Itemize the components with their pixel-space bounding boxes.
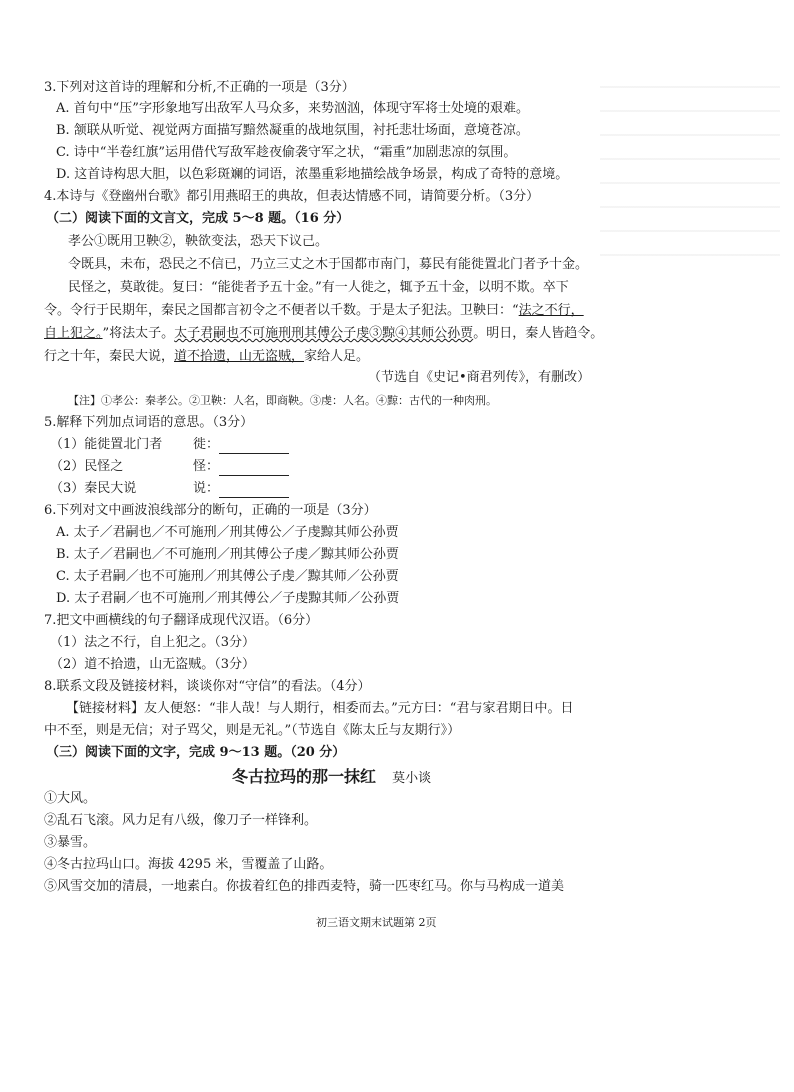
answer-blank[interactable] [219, 461, 289, 476]
article-line-3: ③暴雪。 [44, 835, 97, 850]
underlined-sentence-2: 道不拾遗，山无盗贼， [174, 349, 305, 364]
q5-item-3-word [193, 480, 289, 498]
word-label: 徙： [193, 437, 220, 452]
article-title-row [232, 766, 431, 790]
text-segment: ”将法太子。 [102, 326, 175, 341]
q3-option-c: C. 诗中“半卷红旗”运用借代写敌军趁夜偷袭守军之状，“霜重”加剧悲凉的氛围。 [56, 145, 517, 160]
classical-text-line-2: 令既具，未布，恐民之不信已，乃立三丈之木于国都市南门，募民有能徙置北门者予十金。 [68, 257, 589, 272]
q6-option-b: B. 太子／君嗣也／不可施刑／刑其傅公子虔／黥其师公孙贾 [56, 547, 399, 562]
q3-option-d: D. 这首诗构思大胆，以色彩斑斓的词语，浓墨重彩地描绘战争场景，构成了奇特的意境。 [56, 167, 569, 182]
bleed-through-mark [600, 86, 780, 276]
wavy-underlined-passage: 太子君嗣也不可施刑刑其傅公子虔③黥④其师公孙贾 [174, 326, 474, 341]
q7-sentence-2: （2）道不拾遗，山无盗贼。（3分） [50, 657, 256, 672]
q5-item-2: （2）民怪之 [50, 459, 124, 474]
q6-option-a: A. 太子／君嗣也／不可施刑／刑其傅公／子虔黥其师公孙贾 [56, 525, 399, 540]
word-label: 说： [193, 481, 220, 496]
answer-blank[interactable] [219, 439, 289, 454]
q5-item-3: （3）秦民大说 [50, 481, 137, 496]
q8-link-material-1: 【链接材料】友人便怒：“非人哉！与人期行，相委而去。”元方曰：“君与家君期日中。日 [66, 701, 574, 716]
q7-sentence-1: （1）法之不行，自上犯之。（3分） [50, 635, 256, 650]
q8-stem: 8.联系文段及链接材料，谈谈你对“守信”的看法。（4分） [44, 679, 371, 694]
section3-heading: （三）阅读下面的文字，完成 9～13 题。（20 分） [46, 745, 346, 760]
answer-blank[interactable] [219, 483, 289, 498]
section2-heading: （二）阅读下面的文言文，完成 5～8 题。（16 分） [46, 211, 350, 226]
page-footer: 初三语文期末试题第 2页 [316, 916, 437, 929]
q8-link-material-2: 中不至，则是无信；对子骂父，则是无礼。”（节选自《陈太丘与友期行》） [44, 723, 461, 738]
text-segment: 令。令行于民期年，秦民之国都言初令之不便者以千数。于是太子犯法。卫鞅曰：“ [44, 303, 519, 318]
word-label: 怪： [193, 459, 220, 474]
article-line-1: ①大风。 [44, 791, 97, 806]
article-line-2: ②乱石飞滚。风力足有八级，像刀子一样锋利。 [44, 813, 318, 828]
article-title: 冬古拉玛的那一抹红 [232, 767, 377, 786]
text-segment: 。明日，秦人皆趋令。 [473, 326, 604, 341]
article-author: 莫小谈 [392, 771, 432, 786]
q6-stem: 6.下列对文中画波浪线部分的断句，正确的一项是（3分） [44, 503, 377, 518]
q5-stem: 5.解释下列加点词语的意思。（3分） [44, 415, 254, 430]
q3-option-b: B. 颔联从听觉、视觉两方面描写黯然凝重的战地氛围，衬托悲壮场面，意境苍凉。 [56, 123, 529, 138]
q3-option-a: A. 首句中“压”字形象地写出敌军人马众多，来势汹汹，体现守军将士处境的艰难。 [56, 101, 529, 116]
q5-item-2-word [193, 458, 289, 476]
q6-option-c: C. 太子君嗣／也不可施刑／刑其傅公子虔／黥其师／公孙贾 [56, 569, 399, 584]
q4-stem: 4.本诗与《登幽州台歌》都引用燕昭王的典故，但表达情感不同，请简要分析。（3分） [44, 189, 540, 204]
text-segment: 家给人足。 [304, 349, 370, 364]
underlined-sentence-1a: 法之不行， [518, 303, 584, 318]
q7-stem: 7.把文中画横线的句子翻译成现代汉语。（6分） [44, 613, 319, 628]
article-line-5: ⑤风雪交加的清晨，一地素白。你拔着红色的排西麦特，骑一匹枣红马。你与马构成一道美 [44, 879, 565, 894]
q6-option-d: D. 太子君嗣／也不可施刑／刑其傅公／子虔黥其师／公孙贾 [56, 591, 400, 606]
classical-text-line-4 [44, 302, 584, 320]
q5-item-1-word [193, 436, 289, 454]
text-source: （节选自《史记•商君列传》，有删改） [368, 370, 591, 385]
text-segment: 行之十年，秦民大说， [44, 349, 175, 364]
article-line-4: ④冬古拉玛山口。海拔 4295 米，雪覆盖了山路。 [44, 857, 333, 872]
q5-item-1: （1）能徙置北门者 [50, 437, 163, 452]
classical-text-line-5 [44, 325, 603, 343]
footnote: 【注】①孝公：秦孝公。②卫鞅：人名，即商鞅。③虔：人名。④黥：古代的一种肉刑。 [68, 394, 497, 407]
classical-text-line-1: 孝公①既用卫鞅②，鞅欲变法，恐天下议己。 [68, 234, 329, 249]
classical-text-line-6 [44, 348, 369, 366]
q3-stem: 3.下列对这首诗的理解和分析,不正确的一项是（3分） [44, 80, 355, 95]
underlined-sentence-1b: 自上犯之。 [44, 326, 103, 341]
classical-text-line-3: 民怪之，莫敢徙。复曰：“能徙者予五十金。”有一人徙之，辄予五十金，以明不欺。卒下 [68, 280, 569, 295]
